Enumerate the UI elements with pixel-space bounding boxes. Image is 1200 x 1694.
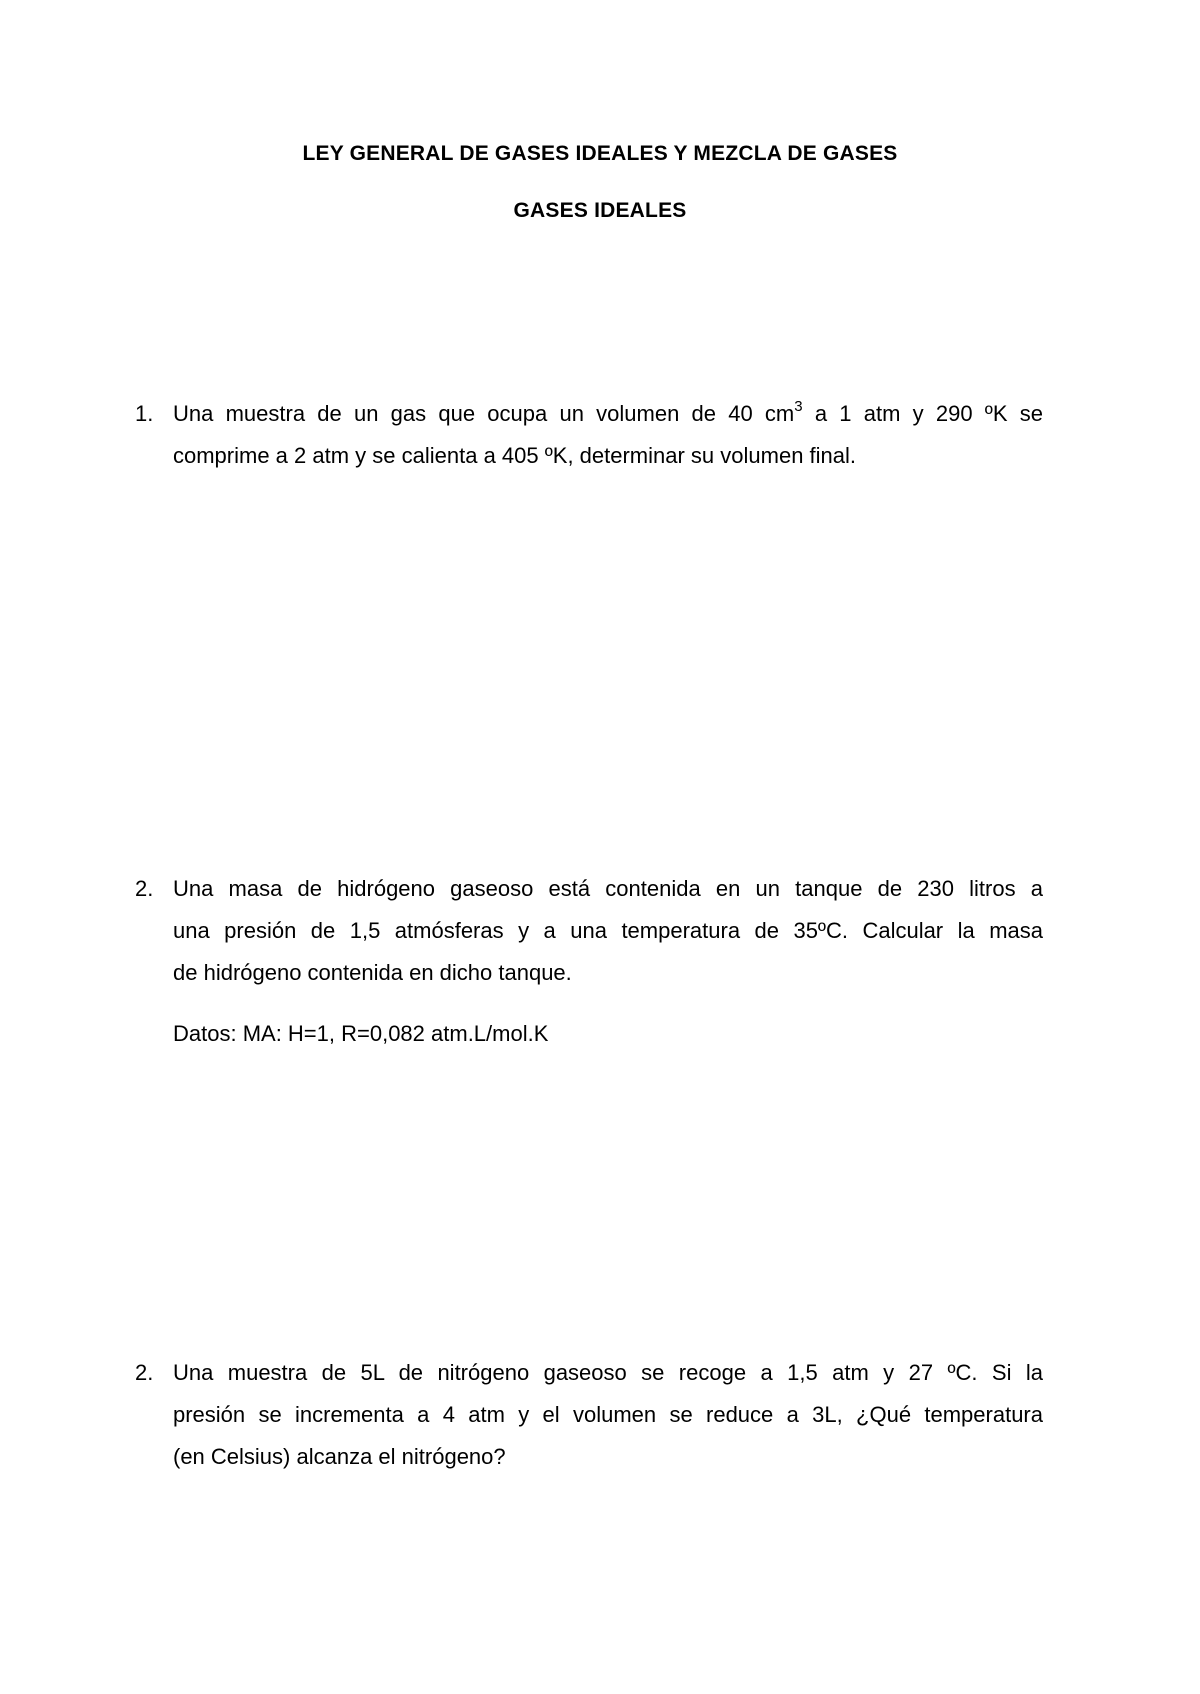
problem-number: 2.	[135, 876, 154, 901]
problem-number: 1.	[135, 401, 154, 426]
section-title: GASES IDEALES	[513, 199, 687, 222]
problem-line: Una masa de hidrógeno gaseoso está contenida en un tanque de 230 litros a	[173, 876, 1043, 901]
problem-line: una presión de 1,5 atmósferas y a una temperatura de 35ºC. Calcular la masa	[173, 918, 1043, 943]
problem-line: comprime a 2 atm y se calienta a 405 ºK, determinar su volumen final.	[173, 443, 857, 468]
problem-line: de hidrógeno contenida en dicho tanque.	[173, 960, 572, 985]
document-title: LEY GENERAL DE GASES IDEALES Y MEZCLA DE GASES	[302, 142, 898, 165]
problem-number: 2.	[135, 1360, 154, 1385]
problem-line-text: a 1 atm y 290 ºK se	[802, 401, 1043, 426]
problem-line: (en Celsius) alcanza el nitrógeno?	[173, 1444, 506, 1469]
superscript-exponent: 3	[794, 397, 803, 415]
problem-text	[173, 1352, 1043, 1478]
problem-1	[135, 393, 1043, 477]
problem-2	[135, 868, 1043, 994]
problem-line: Una muestra de 5L de nitrógeno gaseoso se recoge a 1,5 atm y 27 ºC. Si la	[173, 1360, 1043, 1385]
problem-line-text: Una muestra de un gas que ocupa un volumen de 40 cm	[173, 401, 795, 426]
problem-line: presión se incrementa a 4 atm y el volumen se reduce a 3L, ¿Qué temperatura	[173, 1402, 1043, 1427]
problem-3	[135, 1352, 1043, 1478]
problem-text	[173, 868, 1043, 994]
problem-line	[173, 393, 1043, 435]
problem-text	[173, 393, 1043, 477]
problem-data-note: Datos: MA: H=1, R=0,082 atm.L/mol.K	[173, 1021, 549, 1046]
